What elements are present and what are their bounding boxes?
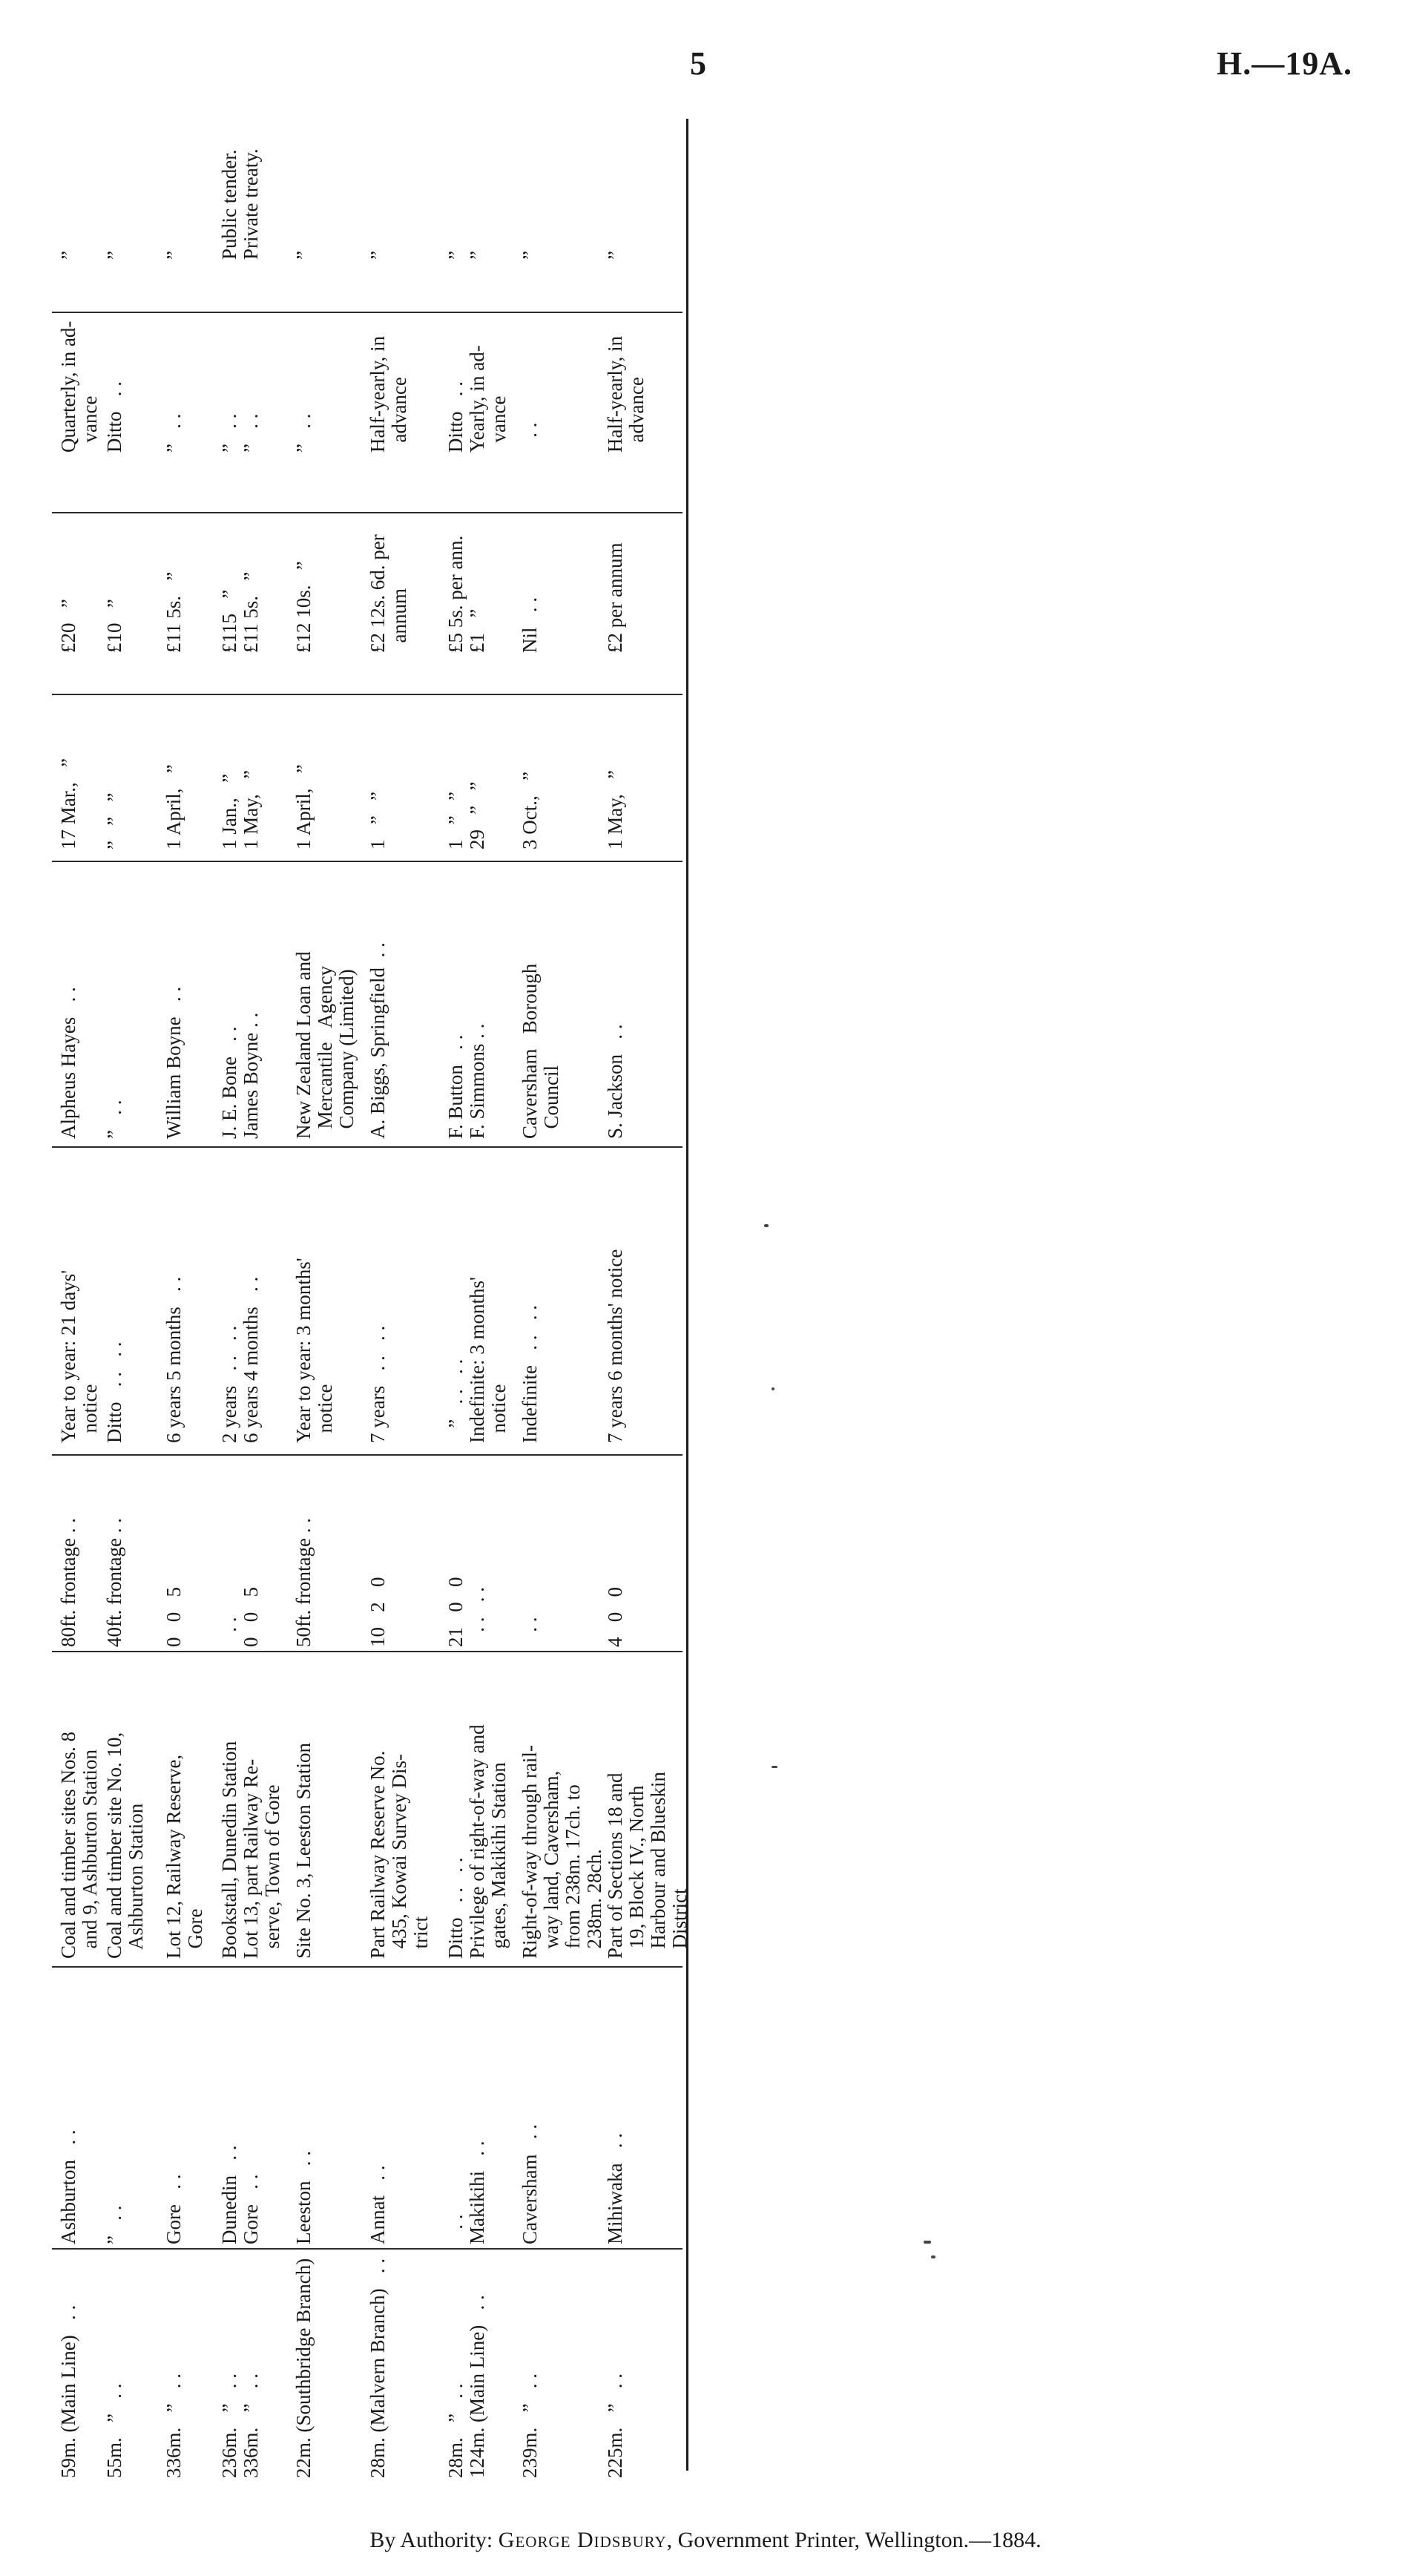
area-cell: 10 2 0 [366, 1577, 389, 1647]
area-cell: 50ft. frontage . . [292, 1518, 315, 1647]
station-cell: Mihiwaka . . [604, 2133, 626, 2244]
date-cell: 1 Jan., ” 1 May, ” [218, 770, 262, 850]
term-cell: 2 years . . . . 6 years 4 months . . [218, 1276, 262, 1443]
area-cell: 0 0 5 [162, 1587, 185, 1647]
scan-speck [931, 2255, 935, 2258]
station-cell: Gore . . [162, 2174, 185, 2244]
description-cell: Part of Sections 18 and 19, Block IV., North Harbour and Blueskin District [604, 1772, 691, 1959]
payable-cell: Ditto . . [103, 381, 125, 453]
remarks-cell: ” [519, 251, 541, 260]
term-cell: 7 years 6 months' notice [604, 1249, 626, 1443]
lessee-cell: ” . . [103, 1100, 125, 1139]
description-cell: Ditto . . . . Privilege of right-of-way and gates, Makikihi Station [444, 1724, 510, 1959]
rental-cell: £2 12s. 6d. per annum [366, 534, 410, 653]
date-cell: 1 ” ” 29 ” ” [444, 781, 488, 850]
date-cell: 1 May, ” [604, 770, 626, 850]
remarks-cell: ” [366, 251, 389, 260]
area-cell: 21 0 0 . . . . [444, 1577, 488, 1647]
payable-cell: ” . . [162, 413, 185, 453]
table-right-border [686, 119, 688, 2471]
payable-cell: Half-yearly, in advance [604, 335, 648, 453]
area-cell: 40ft. frontage . . [103, 1518, 125, 1647]
remarks-cell: ” [292, 251, 315, 260]
rental-cell: £5 5s. per ann. £1 ” [444, 535, 488, 653]
lessee-cell: Caversham Borough Council [519, 963, 562, 1139]
remarks-cell: ” [103, 251, 125, 260]
term-cell: ” . . . . Indefinite: 3 months' notice [444, 1277, 510, 1443]
location-cell: 55m. ” . . [103, 2383, 125, 2478]
payable-cell: Quarterly, in ad- vance [57, 321, 101, 453]
rotated-table [52, 126, 691, 2478]
scan-speck [764, 1224, 769, 1227]
payable-cell: . . [519, 422, 541, 453]
paper-reference: H.—19A. [1217, 45, 1352, 82]
imprint-suffix: , Government Printer, Wellington.—1884. [666, 2528, 1042, 2552]
remarks-cell: ” [162, 251, 185, 260]
description-cell: Bookstall, Dunedin Station Lot 13, part Railway Re- serve, Town of Gore [218, 1741, 283, 1959]
date-cell: 17 Mar., ” [57, 758, 79, 850]
lessee-cell: S. Jackson . . [604, 1024, 626, 1139]
term-cell: Ditto . . . . [103, 1341, 125, 1443]
location-cell: 28m. (Malvern Branch) . . [366, 2258, 389, 2478]
description-cell: Site No. 3, Leeston Station [292, 1743, 315, 1959]
description-cell: Lot 12, Railway Reserve, Gore [162, 1754, 206, 1959]
remarks-cell: ” ” [444, 251, 488, 260]
station-cell: Ashburton . . [57, 2129, 79, 2244]
description-cell: Coal and timber site No. 10, Ashburton Station [103, 1732, 147, 1959]
remarks-cell: Public tender. Private treaty. [218, 148, 262, 260]
date-cell: 1 April, ” [162, 764, 185, 850]
area-cell: . . 0 0 5 [218, 1587, 262, 1647]
area-cell: 4 0 0 [604, 1587, 626, 1647]
lessee-cell: A. Biggs, Springfield . . [366, 942, 389, 1139]
description-cell: Part Railway Reserve No. 435, Kowai Survey Dis- trict [366, 1750, 432, 1959]
area-cell: 80ft. frontage . . [57, 1518, 79, 1647]
rental-cell: £20 ” [57, 599, 79, 653]
location-cell: 239m. ” . . [519, 2373, 541, 2478]
station-cell: ” . . [103, 2205, 125, 2244]
printer-imprint [0, 2528, 1411, 2553]
imprint-prefix: By Authority: [369, 2528, 499, 2552]
term-cell: Indefinite . . . . [519, 1305, 541, 1443]
station-cell: Leeston . . [292, 2151, 315, 2244]
rental-cell: £2 per annum [604, 542, 626, 653]
date-cell: 1 ” ” [366, 792, 389, 850]
remarks-cell: ” [57, 251, 79, 260]
description-cell: Coal and timber sites Nos. 8 and 9, Ashburton Station [57, 1732, 101, 1959]
payable-cell: ” . . ” . . [218, 413, 262, 453]
scan-speck [772, 1387, 774, 1390]
term-cell: 6 years 5 months . . [162, 1276, 185, 1443]
scan-speck [924, 2241, 931, 2244]
location-cell: 59m. (Main Line) . . [57, 2304, 79, 2478]
location-cell: 236m. ” . . 336m. ” . . [218, 2373, 262, 2478]
rental-cell: £11 5s. ” [162, 571, 185, 653]
term-cell: Year to year: 21 days' notice [57, 1269, 101, 1443]
printer-name: George Didsbury [498, 2528, 667, 2552]
lessee-cell: New Zealand Loan and Mercantile Agency Company (Limited) [292, 951, 358, 1139]
date-cell: 1 April, ” [292, 764, 315, 850]
rental-cell: £115 ” £11 5s. ” [218, 571, 262, 653]
description-cell: Right-of-way through rail- way land, Caversham, from 238m. 17ch. to 238m. 28ch. [519, 1745, 605, 1959]
lessee-cell: Alpheus Hayes . . [57, 987, 79, 1139]
rental-cell: £10 ” [103, 599, 125, 653]
location-cell: 28m. ” . . 124m. (Main Line) . . [444, 2295, 488, 2478]
station-cell: Caversham . . [519, 2124, 541, 2244]
location-cell: 22m. (Southbridge Branch) [292, 2258, 315, 2478]
lessee-cell: J. E. Bone . . James Boyne . . [218, 1012, 262, 1139]
lessee-cell: F. Button . . F. Simmons . . [444, 1023, 488, 1139]
remarks-cell: ” [604, 251, 626, 260]
station-cell: . . Makikihi . . [444, 2140, 488, 2244]
lessee-cell: William Boyne . . [162, 986, 185, 1139]
area-cell: . . [519, 1617, 541, 1647]
scan-speck [772, 1766, 777, 1768]
location-cell: 225m. ” . . [604, 2373, 626, 2478]
rental-cell: Nil . . [519, 597, 541, 653]
term-cell: 7 years . . . . [366, 1325, 389, 1443]
station-cell: Dunedin . . Gore . . [218, 2145, 262, 2244]
payable-cell: Half-yearly, in advance [366, 335, 410, 453]
station-cell: Annat . . [366, 2165, 389, 2244]
payable-cell: Ditto . . Yearly, in ad- vance [444, 345, 510, 453]
date-cell: ” ” ” [103, 792, 125, 850]
date-cell: 3 Oct., ” [519, 772, 541, 850]
location-cell: 336m. ” . . [162, 2373, 185, 2478]
payable-cell: ” . . [292, 413, 315, 453]
rental-cell: £12 10s. ” [292, 561, 315, 653]
term-cell: Year to year: 3 months' notice [292, 1258, 336, 1443]
page-number: 5 [690, 45, 706, 82]
